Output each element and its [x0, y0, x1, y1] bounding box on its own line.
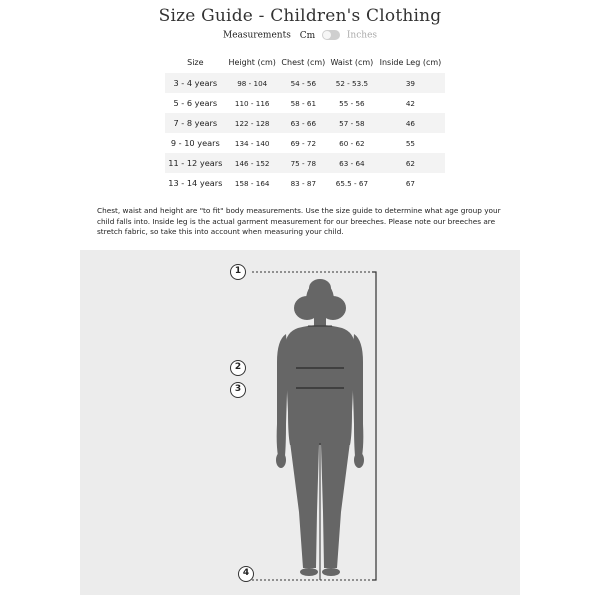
- column-header-height: Height (cm): [228, 57, 276, 67]
- cell-inside-leg: 42: [376, 93, 445, 113]
- cell-waist: 52 - 53.5: [328, 73, 376, 93]
- column-header-waist: Waist (cm): [330, 57, 374, 67]
- toggle-knob: [323, 31, 331, 39]
- measurement-note: Chest, waist and height are "to fit" body measurements. Use the size guide to determine what age group your child falls into. Inside leg is the actual garment measurement for our breeches. Please note our breeches are stretch fabric, so take this into account when measuring your child.: [97, 206, 501, 236]
- cell-waist: 65.5 - 67: [328, 173, 376, 193]
- cell-size: 13 - 14 years: [165, 173, 226, 193]
- cell-inside-leg: 46: [376, 113, 445, 133]
- column-header-size: Size: [187, 57, 204, 67]
- cell-height: 110 - 116: [226, 93, 279, 113]
- table-row: [165, 173, 445, 193]
- cell-waist: 60 - 62: [328, 133, 376, 153]
- cell-waist: 55 - 56: [328, 93, 376, 113]
- cell-height: 158 - 164: [226, 173, 279, 193]
- cell-inside-leg: 39: [376, 73, 445, 93]
- body-figure-svg: [80, 250, 520, 595]
- marker-4-inside-leg: 4: [238, 566, 254, 582]
- unit-option-cm[interactable]: Cm: [299, 30, 316, 41]
- table-row: [165, 73, 445, 93]
- measurements-label: Measurements: [222, 30, 291, 41]
- table-row: [165, 93, 445, 113]
- cell-chest: 83 - 87: [279, 173, 328, 193]
- cell-height: 134 - 140: [226, 133, 279, 153]
- cell-waist: 63 - 64: [328, 153, 376, 173]
- cell-height: 122 - 128: [226, 113, 279, 133]
- table-row: [165, 113, 445, 133]
- unit-selector: [0, 30, 600, 41]
- marker-2-chest: 2: [230, 360, 246, 376]
- table-header-row: [165, 51, 445, 73]
- cell-inside-leg: 62: [376, 153, 445, 173]
- unit-toggle-switch[interactable]: [322, 30, 340, 40]
- cell-chest: 54 - 56: [279, 73, 328, 93]
- cell-inside-leg: 55: [376, 133, 445, 153]
- column-header-chest: Chest (cm): [281, 57, 326, 67]
- unit-option-inches[interactable]: Inches: [346, 30, 378, 41]
- cell-size: 5 - 6 years: [165, 93, 226, 113]
- cell-chest: 63 - 66: [279, 113, 328, 133]
- cell-size: 9 - 10 years: [165, 133, 226, 153]
- table-row: [165, 153, 445, 173]
- cell-size: 11 - 12 years: [165, 153, 226, 173]
- cell-size: 7 - 8 years: [165, 113, 226, 133]
- cell-chest: 69 - 72: [279, 133, 328, 153]
- column-header-inside-leg: Inside Leg (cm): [379, 57, 442, 67]
- marker-1-height: 1: [230, 264, 246, 280]
- table-row: [165, 133, 445, 153]
- cell-height: 146 - 152: [226, 153, 279, 173]
- cell-inside-leg: 67: [376, 173, 445, 193]
- cell-height: 98 - 104: [226, 73, 279, 93]
- cell-size: 3 - 4 years: [165, 73, 226, 93]
- cell-chest: 58 - 61: [279, 93, 328, 113]
- measurement-diagram: [80, 250, 520, 595]
- cell-waist: 57 - 58: [328, 113, 376, 133]
- marker-3-waist: 3: [230, 382, 246, 398]
- cell-chest: 75 - 78: [279, 153, 328, 173]
- page-title: Size Guide - Children's Clothing: [158, 6, 442, 26]
- size-table: [165, 51, 445, 193]
